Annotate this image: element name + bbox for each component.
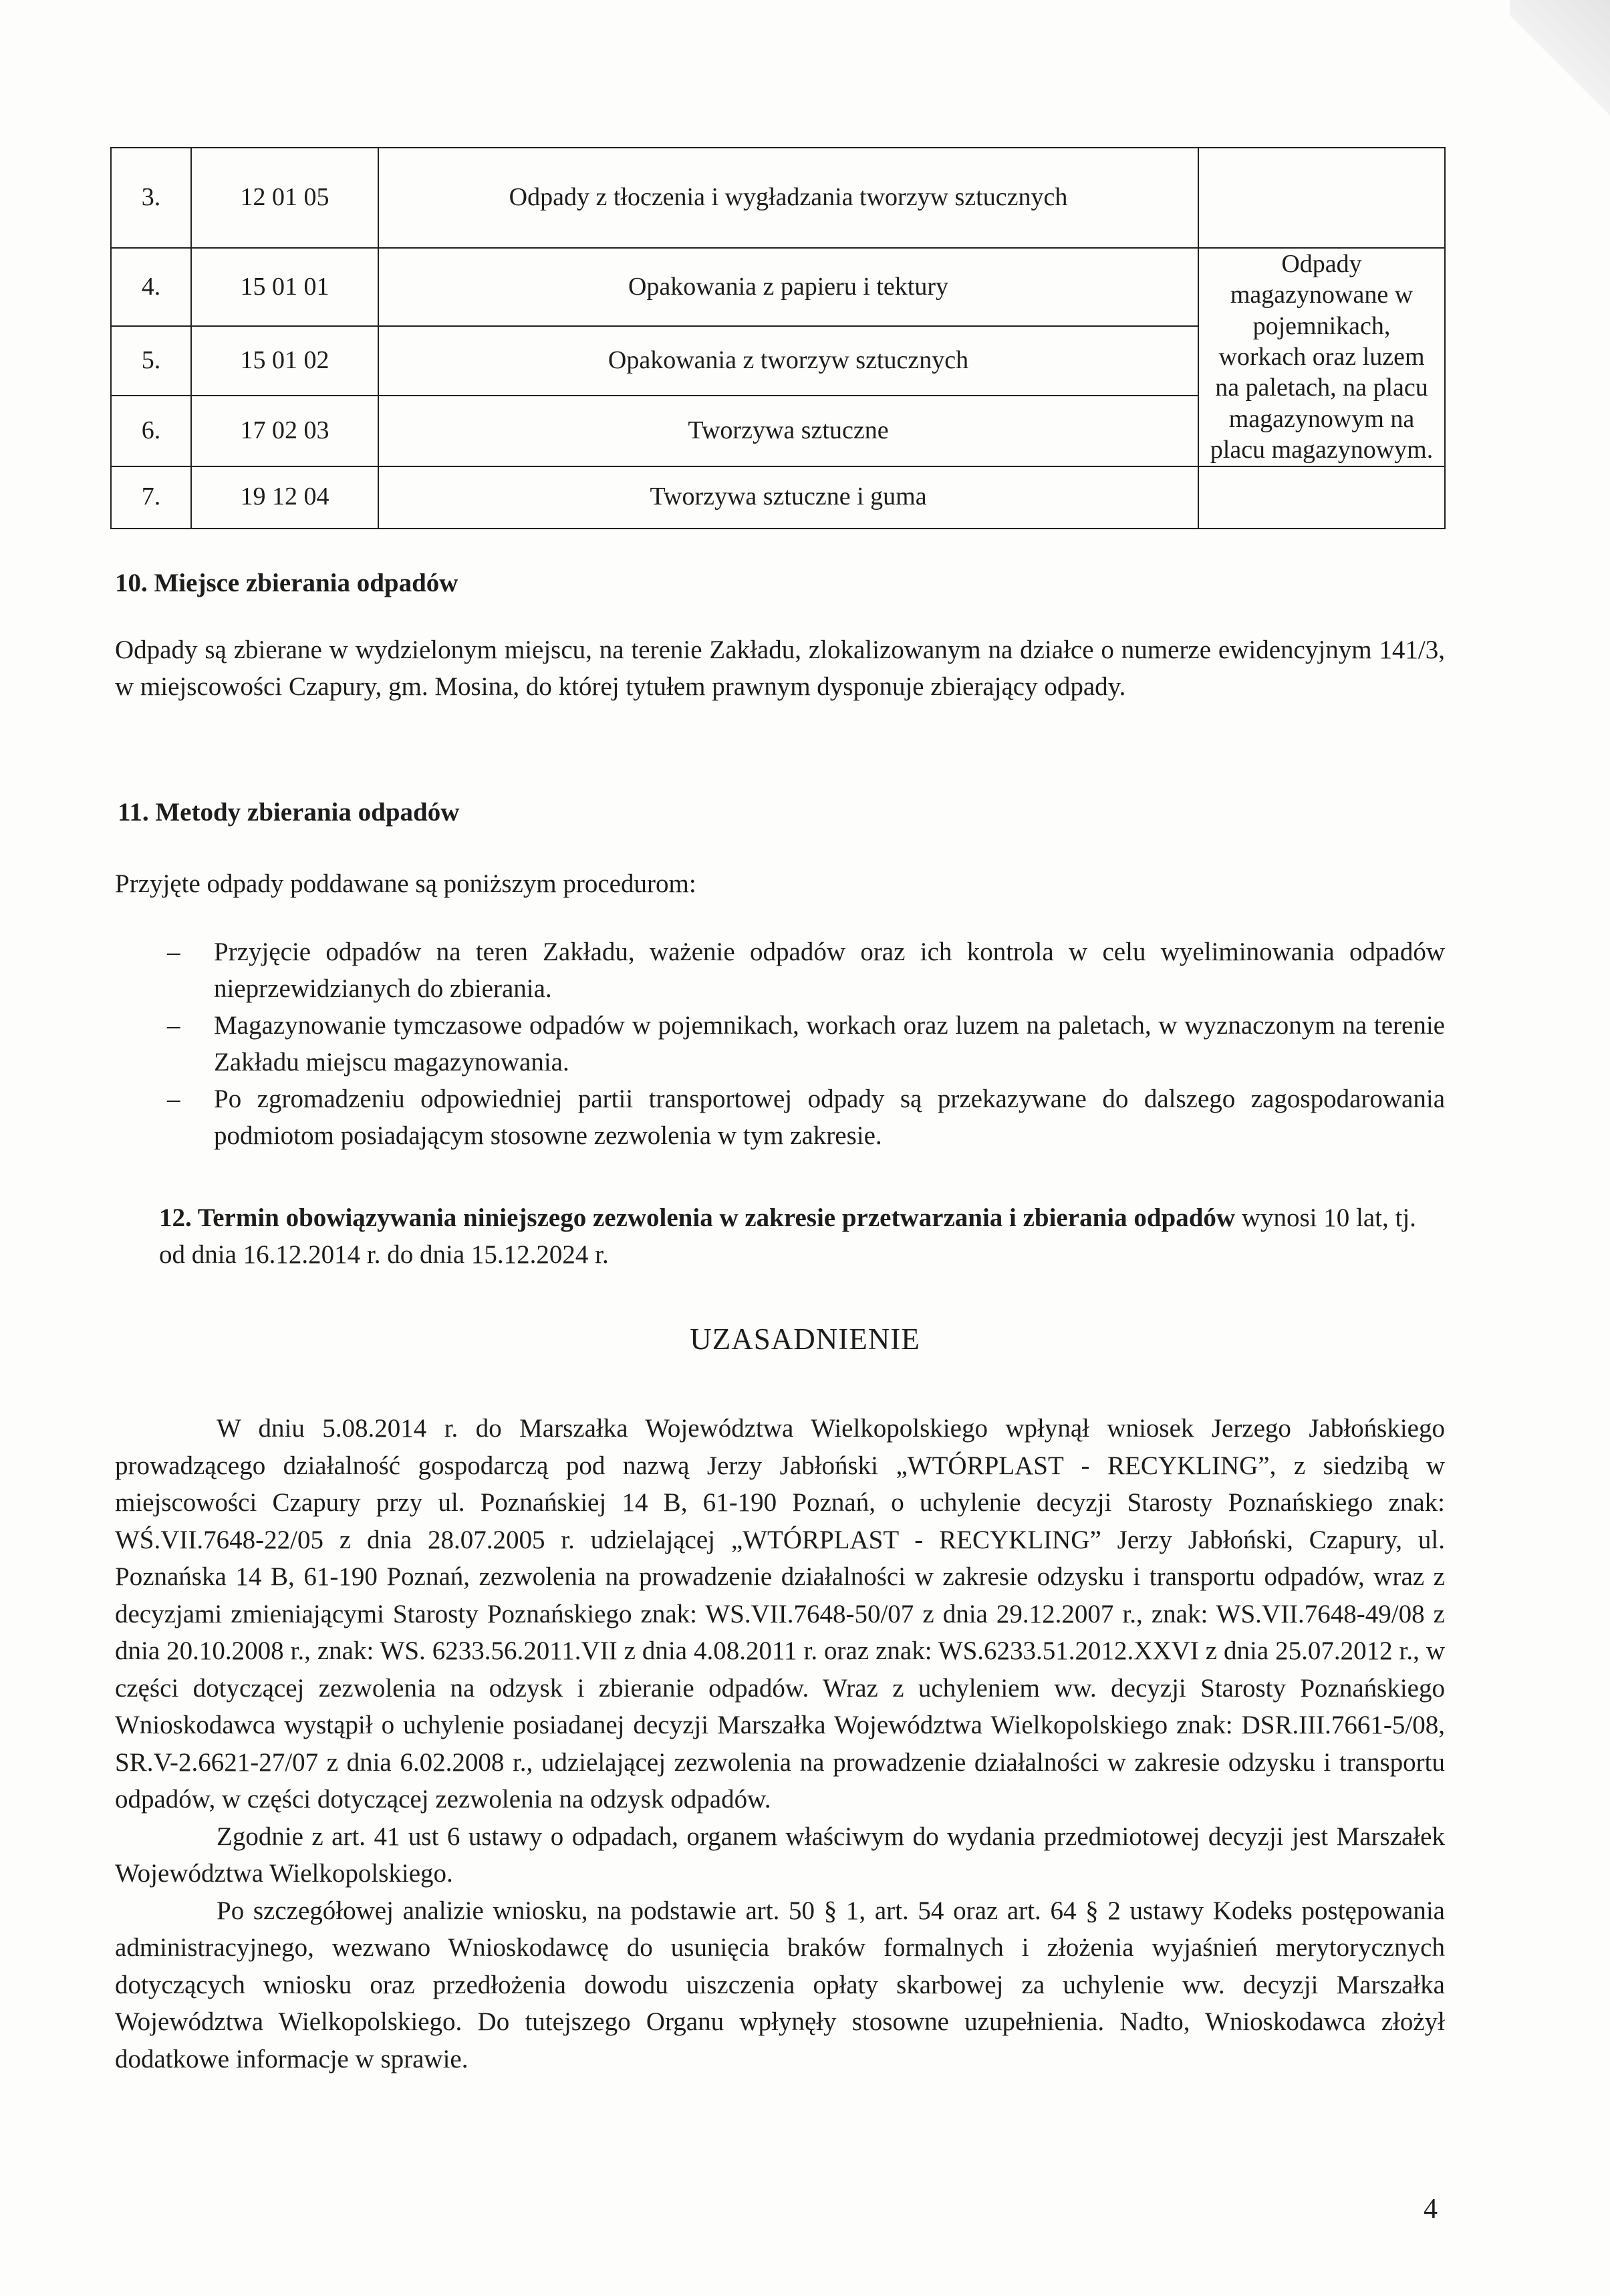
row-number: 6.: [111, 396, 191, 466]
row-number: 5.: [111, 326, 191, 396]
list-item: [115, 1007, 1445, 1081]
list-item: [115, 934, 1445, 1007]
waste-code: 15 01 01: [191, 248, 378, 326]
list-item: [115, 1081, 1445, 1154]
waste-name: Tworzywa sztuczne i guma: [378, 466, 1198, 529]
section-10-text: Odpady są zbierane w wydzielonym miejscu, na terenie Zakładu, zlokalizowanym na działce o numerze ewidencyjnym 141/3, w miejscowości Czapury, gm. Mosina, do której tytułem prawnym dysponuje zbierający odpady.: [115, 635, 1445, 701]
list-dash: –: [167, 938, 180, 966]
list-dash: –: [167, 1011, 180, 1040]
waste-name: Tworzywa sztuczne: [378, 396, 1198, 466]
waste-code: 19 12 04: [191, 466, 378, 529]
storage-cell-empty: [1198, 148, 1445, 248]
section-12-text: wynosi 10 lat, tj. od dnia 16.12.2014 r. do dnia 15.12.2024 r.: [159, 1203, 1416, 1269]
justification-paragraph: Po szczegółowej analizie wniosku, na podstawie art. 50 § 1, art. 54 oraz art. 64 § 2 ustawy Kodeks postępowania administracyjnego, wezwano Wnioskodawcę do usunięcia braków formalnych i złożenia wyjaśnień merytorycznych dotyczących wniosku oraz przedłożenia dowodu uiszczenia opłaty skarbowej za uchylenie ww. decyzji Marszałka Województwa Wielkopolskiego. Do tutejszego Organu wpłynęły stosowne uzupełnienia. Nadto, Wnioskodawca złożył dodatkowe informacje w sprawie.: [115, 1896, 1445, 2073]
waste-name: Odpady z tłoczenia i wygładzania tworzyw sztucznych: [378, 148, 1198, 248]
row-number: 4.: [111, 248, 191, 326]
section-12-heading: 12. Termin obowiązywania niniejszego zezwolenia w zakresie przetwarzania i zbierania odpadów: [159, 1203, 1236, 1232]
page-number: 4: [1424, 2194, 1438, 2225]
table-row: [111, 148, 1445, 248]
waste-code: 12 01 05: [191, 148, 378, 248]
row-number: 7.: [111, 466, 191, 529]
list-item-text: Po zgromadzeniu odpowiedniej partii transportowej odpady są przekazywane do dalszego zagospodarowania podmiotom posiadającym stosowne zezwolenia w tym zakresie.: [214, 1085, 1445, 1150]
list-dash: –: [167, 1085, 180, 1113]
waste-name: Opakowania z papieru i tektury: [378, 248, 1198, 326]
waste-code: 17 02 03: [191, 396, 378, 466]
procedure-list: [115, 934, 1445, 1154]
justification-paragraph: W dniu 5.08.2014 r. do Marszałka Województwa Wielkopolskiego wpłynął wniosek Jerzego Jabłońskiego prowadzącego działalność gospodarczą pod nazwą Jerzy Jabłoński „WTÓRPLAST - RECYKLING”, z siedzibą w miejscowości Czapury przy ul. Poznańskiej 14 B, 61-190 Poznań, o uchylenie decyzji Starosty Poznańskiego znak: WŚ.VII.7648-22/05 z dnia 28.07.2005 r. udzielającej „WTÓRPLAST - RECYKLING” Jerzy Jabłoński, Czapury, ul. Poznańska 14 B, 61-190 Poznań, zezwolenia na prowadzenie działalności w zakresie odzysku i transportu odpadów, wraz z decyzjami zmieniającymi Starosty Poznańskiego znak: WS.VII.7648-50/07 z dnia 29.12.2007 r., znak: WS.VII.7648-49/08 z dnia 20.10.2008 r., znak: WS. 6233.56.2011.VII z dnia 4.08.2011 r. oraz znak: WS.6233.51.2012.XXVI z dnia 25.07.2012 r., w części dotyczącej zezwolenia na odzysk i zbieranie odpadów. Wraz z uchyleniem ww. decyzji Starosty Poznańskiego Wnioskodawca wystąpił o uchylenie posiadanej decyzji Marszałka Województwa Wielkopolskiego znak: DSR.III.7661-5/08, SR.V-2.6621-27/07 z dnia 6.02.2008 r., udzielającej zezwolenia na prowadzenie działalności w zakresie odzysku i transportu odpadów, w części dotyczącej zezwolenia na odzysk odpadów.: [115, 1414, 1445, 1814]
justification-paragraph: Zgodnie z art. 41 ust 6 ustawy o odpadach, organem właściwym do wydania przedmiotowej decyzji jest Marszałek Województwa Wielkopolskiego.: [115, 1822, 1445, 1888]
section-12: [159, 1199, 1445, 1273]
section-10-heading: 10. Miejsce zbierania odpadów: [115, 569, 458, 597]
waste-name: Opakowania z tworzyw sztucznych: [378, 326, 1198, 396]
row-number: 3.: [111, 148, 191, 248]
table-row: [111, 466, 1445, 529]
section-11-heading: 11. Metody zbierania odpadów: [118, 798, 460, 827]
storage-cell-empty: [1198, 466, 1445, 529]
list-item-text: Przyjęcie odpadów na teren Zakładu, ważenie odpadów oraz ich kontrola w celu wyeliminowania odpadów nieprzewidzianych do zbierania.: [214, 938, 1445, 1003]
section-11-intro: Przyjęte odpady poddawane są poniższym procedurom:: [115, 869, 696, 898]
waste-table: [110, 147, 1446, 529]
waste-code: 15 01 02: [191, 326, 378, 396]
table-row: [111, 248, 1445, 326]
storage-description: Odpady magazynowane w pojemnikach, workach oraz luzem na paletach, na placu magazynowym na placu magazynowym.: [1198, 248, 1445, 466]
justification-title: UZASADNIENIE: [690, 1322, 920, 1356]
justification-body: [115, 1410, 1445, 2077]
list-item-text: Magazynowanie tymczasowe odpadów w pojemnikach, workach oraz luzem na paletach, w wyznaczonym na terenie Zakładu miejscu magazynowania.: [214, 1011, 1445, 1077]
